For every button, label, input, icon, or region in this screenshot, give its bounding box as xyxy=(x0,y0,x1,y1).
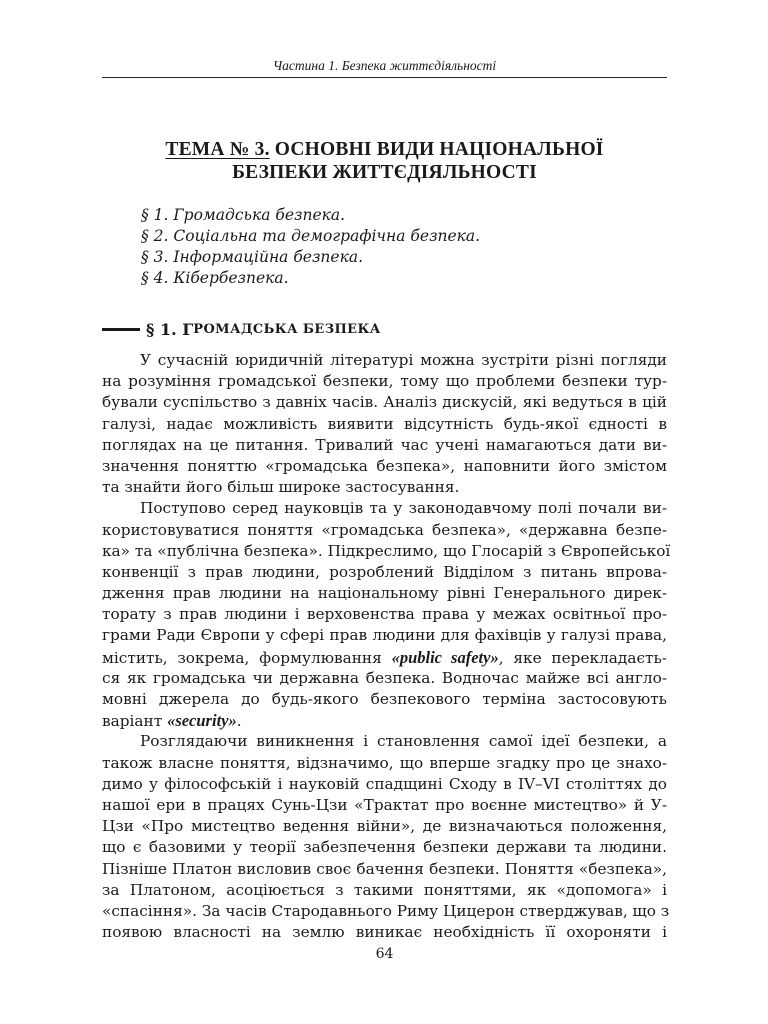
text-line: користовуватися поняття «громадська безпека», «державна безпе- xyxy=(102,520,667,539)
text-line: димо у філософській і науковій спадщині Сходу в IV–VI століттях до xyxy=(102,774,667,793)
topic-title-line-1 xyxy=(102,138,667,161)
text-line: грами Ради Європи у сфері прав людини для фахівців у галузі права, xyxy=(102,626,667,645)
text-line: торату з прав людини і верховенства права у межах освітньої про- xyxy=(102,605,667,624)
text-fragment: , яке перекладаєть- xyxy=(498,648,667,667)
section-list xyxy=(141,205,480,289)
text-line: Пізніше Платон висловив своє бачення безпеки. Поняття «безпека», xyxy=(102,859,667,878)
text-line: У сучасній юридичній літературі можна зустріти різні погляди xyxy=(140,351,667,369)
heading-rule xyxy=(102,328,140,331)
topic-title-text-1: ОСНОВНІ ВИДИ НАЦІОНАЛЬНОЇ xyxy=(274,139,604,160)
text-fragment: . xyxy=(236,712,242,731)
page-number: 64 xyxy=(375,946,394,962)
text-fragment: містить, зокрема, формулювання xyxy=(102,648,392,667)
section-list-item: § 3. Інформаційна безпека. xyxy=(141,248,364,266)
text-line: ка» та «публічна безпека». Підкреслимо, що Глосарій з Європейської xyxy=(102,541,671,560)
text-line: «спасіння». За часів Стародавнього Риму Цицерон стверджував, що з xyxy=(102,901,670,920)
text-line: за Платоном, асоціюється з такими поняттями, як «допомога» і xyxy=(102,880,667,899)
section-heading xyxy=(102,320,381,339)
text-line: Цзи «Про мистецтво ведення війни», де визначаються положення, xyxy=(102,817,667,836)
text-line: конвенції з прав людини, розроблений Відділом з питань впрова- xyxy=(102,562,667,581)
text-line: появою власності на землю виникає необхідність її охороняти і xyxy=(102,923,667,942)
body-text xyxy=(102,350,671,943)
running-head: Частина 1. Безпека життєдіяльності xyxy=(102,58,667,78)
text-line: що є базовими у теорії забезпечення безпеки держави та людини. xyxy=(102,838,667,857)
section-heading-prefix: § 1. xyxy=(146,320,177,339)
text-line: бували суспільство з давніх часів. Аналіз дискусій, які ведуться в цій xyxy=(102,393,667,412)
text-line: мовні джерела до будь-якого безпекового терміна застосовують xyxy=(102,690,667,708)
section-heading-initial: Г xyxy=(182,320,194,339)
text-line: Розглядаючи виникнення і становлення самої ідеї безпеки, а xyxy=(140,732,667,751)
text-line: значення поняттю «громадська безпека», наповнити його змістом xyxy=(102,456,667,475)
text-line xyxy=(102,710,667,731)
topic-title xyxy=(102,138,667,184)
topic-title-line-2: БЕЗПЕКИ ЖИТТЄДІЯЛЬНОСТІ xyxy=(232,162,537,183)
text-line: Поступово серед науковців та у законодавчому полі почали ви- xyxy=(140,499,667,518)
text-line: нашої ери в працях Сунь-Цзи «Трактат про воєнне мистецтво» й У- xyxy=(102,795,667,814)
term-security: «security» xyxy=(167,711,237,731)
text-line: галузі, надає можливість виявити відсутність будь-якої єдності в xyxy=(102,414,667,433)
section-heading-rest: РОМАДСЬКА БЕЗПЕКА xyxy=(193,322,381,337)
term-public-safety: «public safety» xyxy=(391,647,499,667)
text-line: поглядах на це питання. Тривалий час учені намагаються дати ви- xyxy=(102,435,667,454)
text-fragment: варіант xyxy=(102,712,168,731)
text-line: дження прав людини на національному рівні Генерального дирек- xyxy=(102,584,667,603)
text-line: на розуміння громадської безпеки, тому що проблеми безпеки тур- xyxy=(102,372,667,391)
section-list-item: § 4. Кібербезпека. xyxy=(141,269,289,287)
topic-number: ТЕМА № 3. xyxy=(165,139,270,160)
text-line: ся як громадська чи державна безпека. Водночас майже всі англо- xyxy=(102,668,667,687)
section-list-item: § 1. Громадська безпека. xyxy=(141,206,346,224)
text-line: та знайти його більш широке застосування. xyxy=(102,478,460,497)
text-line: також власне поняття, відзначимо, що вперше згадку про це знахо- xyxy=(102,753,667,772)
text-line xyxy=(102,647,667,668)
section-list-item: § 2. Соціальна та демографічна безпека. xyxy=(141,227,481,245)
